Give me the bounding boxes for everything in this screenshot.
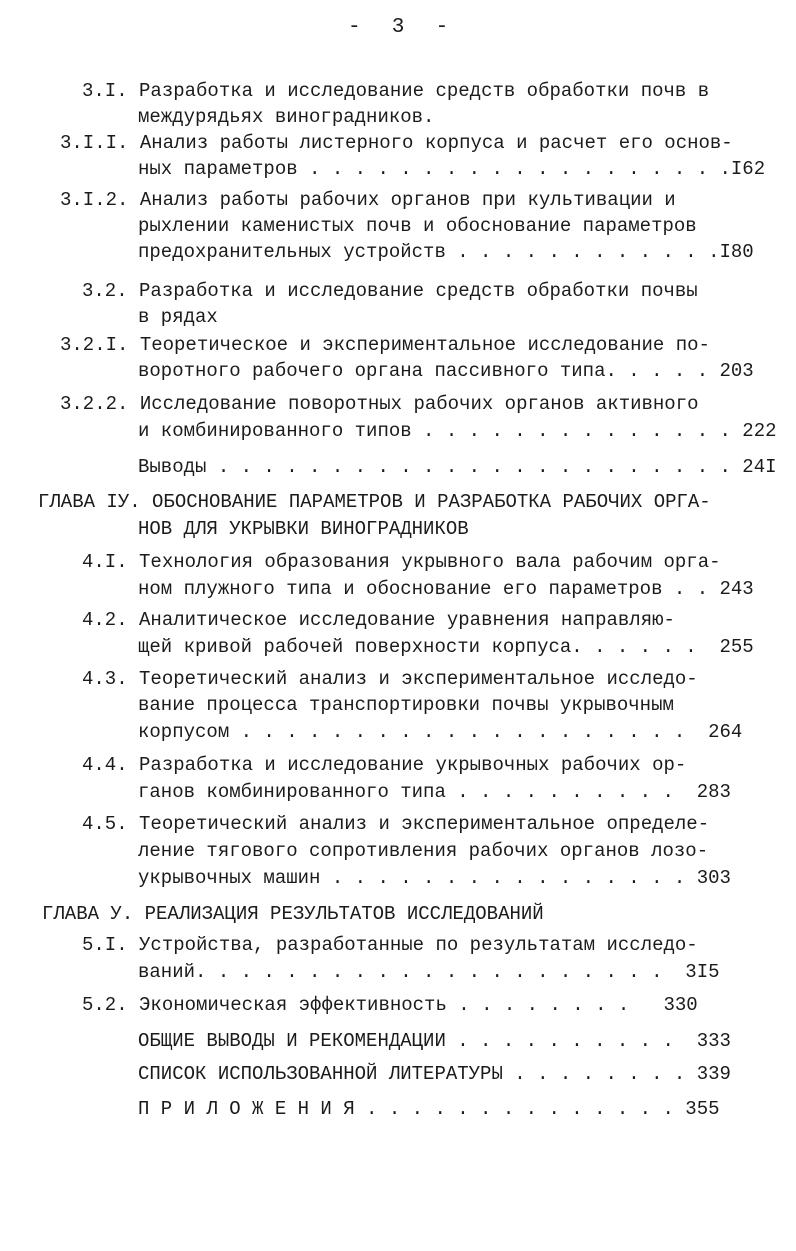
- toc-line: П Р И Л О Ж Е Н И Я . . . . . . . . . . . . . . 355: [138, 1098, 720, 1120]
- toc-line: ОБЩИЕ ВЫВОДЫ И РЕКОМЕНДАЦИИ . . . . . . . . . . 333: [138, 1030, 731, 1052]
- toc-line: 3.I.2. Анализ работы рабочих органов при культивации и: [60, 189, 676, 211]
- toc-line: предохранительных устройств . . . . . . . . . . . .I80: [138, 241, 754, 263]
- toc-line: укрывочных машин . . . . . . . . . . . . . . . . 303: [138, 867, 731, 889]
- toc-line: ваний. . . . . . . . . . . . . . . . . . . . . 3I5: [138, 961, 720, 983]
- page-number: - 3 -: [348, 16, 451, 39]
- toc-line: междурядьях виноградников.: [138, 106, 435, 128]
- toc-line: 4.5. Теоретический анализ и экспериментальное определе-: [82, 813, 710, 835]
- toc-line: 5.I. Устройства, разработанные по результатам исследо-: [82, 934, 698, 956]
- chapter-heading: НОВ ДЛЯ УКРЫВКИ ВИНОГРАДНИКОВ: [138, 518, 469, 540]
- toc-line: Выводы . . . . . . . . . . . . . . . . . . . . . . . 24I: [138, 456, 777, 478]
- toc-line: 3.2.I. Теоретическое и экспериментальное исследование по-: [60, 334, 710, 356]
- toc-line: 3.I. Разработка и исследование средств обработки почв в: [82, 80, 710, 102]
- toc-line: корпусом . . . . . . . . . . . . . . . . . . . . 264: [138, 721, 743, 743]
- toc-line: 3.I.I. Анализ работы листерного корпуса и расчет его основ-: [60, 132, 733, 154]
- toc-line: 4.2. Аналитическое исследование уравнения направляю-: [82, 609, 675, 631]
- toc-line: СПИСОК ИСПОЛЬЗОВАННОЙ ЛИТЕРАТУРЫ . . . . . . . . 339: [138, 1063, 731, 1085]
- toc-line: 4.I. Технология образования укрывного вала рабочим орга-: [82, 551, 721, 573]
- toc-line: и комбинированного типов . . . . . . . . . . . . . . 222: [138, 420, 777, 442]
- toc-line: ных параметров . . . . . . . . . . . . . . . . . . .I62: [138, 158, 766, 180]
- toc-line: воротного рабочего органа пассивного типа. . . . . 203: [138, 360, 754, 382]
- toc-line: рыхлении каменистых почв и обоснование параметров: [138, 215, 697, 237]
- chapter-heading: ГЛАВА У. РЕАЛИЗАЦИЯ РЕЗУЛЬТАТОВ ИССЛЕДОВАНИЙ: [42, 903, 544, 925]
- toc-line: 4.4. Разработка и исследование укрывочных рабочих ор-: [82, 754, 687, 776]
- toc-line: ганов комбинированного типа . . . . . . . . . . 283: [138, 781, 731, 803]
- toc-line: щей кривой рабочей поверхности корпуса. . . . . . 255: [138, 636, 754, 658]
- chapter-heading: ГЛАВА IУ. ОБОСНОВАНИЕ ПАРАМЕТРОВ И РАЗРАБОТКА РАБОЧИХ ОРГА-: [38, 491, 711, 513]
- toc-line: вание процесса транспортировки почвы укрывочным: [138, 694, 674, 716]
- toc-line: 3.2.2. Исследование поворотных рабочих органов активного: [60, 393, 699, 415]
- toc-line: ном плужного типа и обоснование его параметров . . 243: [138, 578, 754, 600]
- toc-line: ление тягового сопротивления рабочих органов лозо-: [138, 840, 709, 862]
- toc-line: в рядах: [138, 306, 218, 328]
- toc-line: 3.2. Разработка и исследование средств обработки почвы: [82, 280, 698, 302]
- toc-line: 5.2. Экономическая эффективность . . . . . . . . 330: [82, 994, 698, 1016]
- toc-line: 4.3. Теоретический анализ и экспериментальное исследо-: [82, 668, 698, 690]
